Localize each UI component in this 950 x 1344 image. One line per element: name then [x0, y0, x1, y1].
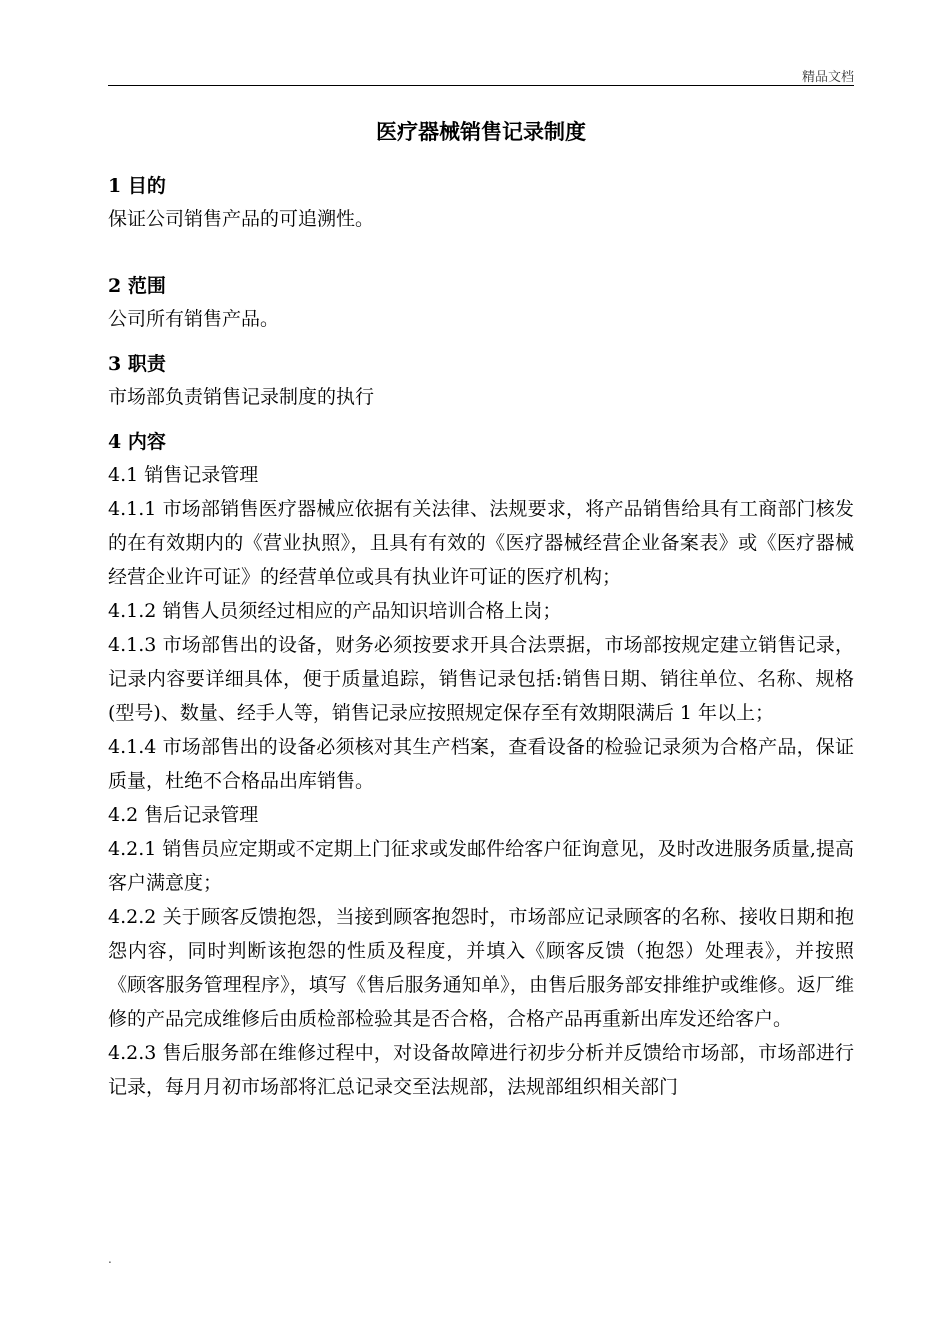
section-2-heading: 2 范围: [108, 275, 166, 297]
header-rule: [108, 85, 854, 86]
paragraph-4-2-2: 4.2.2 关于顾客反馈抱怨，当接到顾客抱怨时，市场部应记录顾客的名称、接收日期和抱怨内容，同时判断该抱怨的性质及程度，并填入《顾客反馈（抱怨）处理表》，并按照《顾客服务管理程序》，填写《售后服务通知单》，由售后服务部安排维护或维修。返厂维修的产品完成维修后由质检部检验其是否合格，合格产品再重新出库发还给客户。: [108, 906, 854, 1030]
paragraph-4-2-3: 4.2.3 售后服务部在维修过程中，对设备故障进行初步分析并反馈给市场部，市场部进行记录，每月月初市场部将汇总记录交至法规部，法规部组织相关部门: [108, 1042, 854, 1098]
paragraph-4-2-1: 4.2.1 销售员应定期或不定期上门征求或发邮件给客户征询意见，及时改进服务质量,提高客户满意度；: [108, 838, 854, 894]
footer-mark: .: [108, 1252, 112, 1266]
section-1-text: 保证公司销售产品的可追溯性。: [108, 208, 375, 230]
section-4-heading: 4 内容: [108, 431, 166, 453]
document-title: 医疗器械销售记录制度: [376, 119, 586, 144]
section-2-text: 公司所有销售产品。: [108, 308, 280, 330]
section-3-text: 市场部负责销售记录制度的执行: [108, 386, 375, 408]
subsection-4-1-title: 4.1 销售记录管理: [108, 464, 259, 486]
document-body: [108, 114, 854, 1104]
paragraph-4-1-4: 4.1.4 市场部售出的设备必须核对其生产档案，查看设备的检验记录须为合格产品，保证质量，杜绝不合格品出库销售。: [108, 736, 854, 792]
subsection-4-2-title: 4.2 售后记录管理: [108, 804, 259, 826]
section-3-heading: 3 职责: [108, 353, 166, 375]
header-label: 精品文档: [801, 70, 854, 85]
paragraph-4-1-2: 4.1.2 销售人员须经过相应的产品知识培训合格上岗；: [108, 600, 562, 622]
paragraph-4-1-1: 4.1.1 市场部销售医疗器械应依据有关法律、法规要求，将产品销售给具有工商部门核发的在有效期内的《营业执照》，且具有有效的《医疗器械经营企业备案表》或《医疗器械经营企业许可证》的经营单位或具有执业许可证的医疗机构；: [108, 498, 854, 588]
paragraph-4-1-3: 4.1.3 市场部售出的设备，财务必须按要求开具合法票据，市场部按规定建立销售记录，记录内容要详细具体，便于质量追踪，销售记录包括:销售日期、销往单位、名称、规格(型号)、数量、经手人等，销售记录应按照规定保存至有效期限满后 1 年以上；: [108, 634, 854, 724]
section-1-heading: 1 目的: [108, 175, 166, 197]
